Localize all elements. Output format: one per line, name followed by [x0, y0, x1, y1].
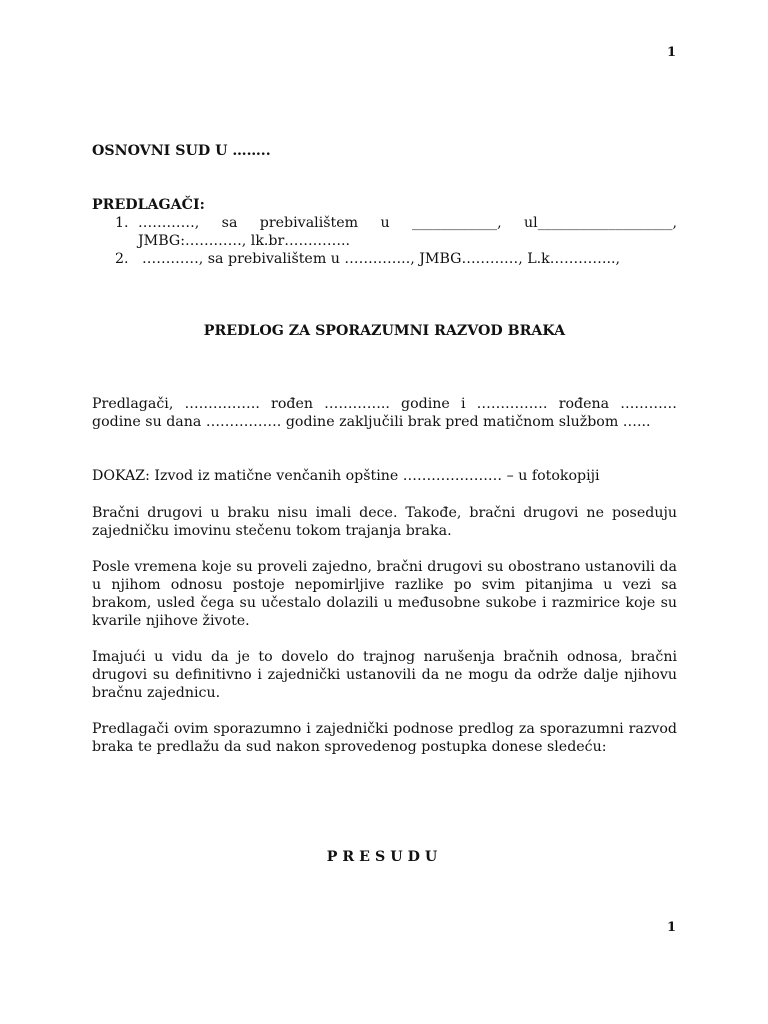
evidence-line: DOKAZ: Izvod iz matične venčanih opštine ………………… – u fotokopiji [92, 468, 600, 484]
paragraph-1-line-1: Predlagači, ……………. rođen ………….. godine i …………… rođena ………… [92, 396, 677, 412]
list-item-number: 1. [115, 215, 129, 231]
petitioner-1-line-1: …………, sa prebivalištem u ____________, ul___________________, [138, 215, 677, 231]
paragraph-1-line-2: godine su dana ……………. godine zaključili brak pred matičnom službom …... [92, 414, 651, 430]
list-item-number: 2. [115, 251, 129, 267]
page-number-bottom: 1 [666, 920, 676, 935]
page-number-top: 1 [666, 45, 676, 60]
petitioner-2-line: …………, sa prebivalištem u ………….., JMBG…………, L.k………….., [142, 251, 621, 267]
document-title: PREDLOG ZA SPORAZUMNI RAZVOD BRAKA [203, 323, 566, 339]
paragraph-3: Posle vremena koje su proveli zajedno, bračni drugovi su obostrano ustanovili da u njihom odnosu postoje nepomirljive razlike po svim pitanjima u vezi sa brakom, usled čega su učestalo dolazili u međusobne sukobe i razmirice koje su kvarile njihove živote. [92, 559, 677, 629]
verdict-heading: PRESUDU [326, 849, 443, 865]
paragraph-5: Predlagači ovim sporazumno i zajednički podnose predlog za sporazumni razvod braka te predlažu da sud nakon sprovedenog postupka donese sledeću: [92, 721, 677, 755]
court-heading: OSNOVNI SUD U …….. [92, 143, 271, 159]
petitioner-1-line-2: JMBG:…………, lk.br………….. [138, 233, 351, 249]
paragraph-2: Bračni drugovi u braku nisu imali dece. Takođe, bračni drugovi ne poseduju zajedničku imovinu stečenu tokom trajanja braka. [92, 505, 677, 539]
petitioners-heading: PREDLAGAČI: [92, 197, 205, 213]
paragraph-4: Imajući u vidu da je to dovelo do trajnog narušenja bračnih odnosa, bračni drugovi su definitivno i zajednički ustanovili da ne mogu da održe dalje njihovu bračnu zajednicu. [92, 649, 677, 701]
